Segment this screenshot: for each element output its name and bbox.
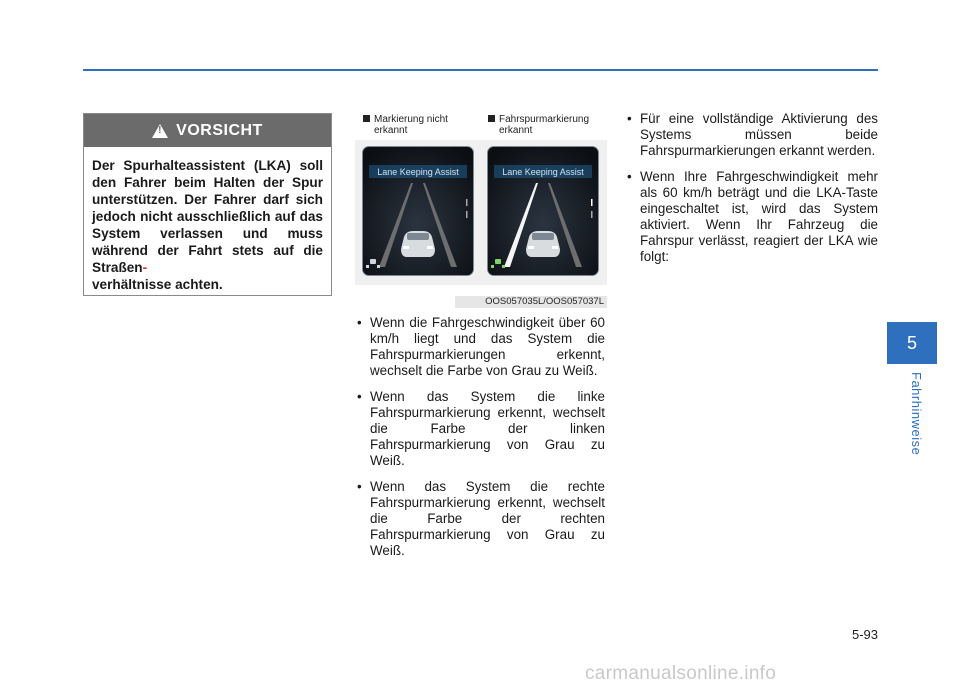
bullet-list-column-2 [355, 315, 605, 569]
page-number: 5-93 [851, 627, 878, 642]
square-bullet-icon [363, 115, 370, 122]
list-item: • Wenn Ihre Fahrgeschwindigkeit mehr als 60 km/h beträgt und die LKA-Taste eingeschaltet ist, wird das System aktiviert. Wenn Ihr Fahrzeug die Fahrspur verlässt, reagiert der LKA wie folgt: [625, 169, 878, 265]
figure-label-right-line1: Fahrspurmarkierung [499, 114, 590, 125]
caution-title: VORSICHT [176, 121, 263, 139]
list-item: • Für eine vollständige Aktivierung des Systems müssen beide Fahrspurmarkierungen erkannt werden. [625, 111, 878, 159]
watermark: carmanualsonline.info [585, 663, 777, 684]
chapter-number-tab: 5 [887, 322, 937, 364]
lka-display-not-detected [363, 147, 473, 275]
caution-text [84, 147, 331, 293]
caution-text-end: verhältnisse achten. [92, 277, 223, 292]
image-code: OOS057035L/OOS057037L [455, 296, 607, 308]
caution-box [83, 113, 332, 296]
caution-header [84, 114, 331, 147]
square-bullet-icon [488, 115, 495, 122]
lka-screen-not-detected [363, 147, 473, 275]
list-item: • Wenn die Fahrgeschwindigkeit über 60 km/h liegt und das System die Fahrspurmarkierungen erkennt, wechselt die Farbe von Grau zu Weiß. [355, 315, 605, 379]
lka-display-detected [488, 147, 598, 275]
list-item: • Wenn das System die linke Fahrspurmarkierung erkennt, wechselt die Farbe der linken Fahrspurmarkierung von Grau zu Weiß. [355, 389, 605, 469]
caution-text-main: Der Spurhalteassistent (LKA) soll den Fahrer beim Halten der Spur unterstützen. Der Fahrer darf sich jedoch nicht ausschließlich auf das System verlassen und muss während der Fahrt stets auf die Straßen [92, 158, 323, 275]
lka-screen-detected [488, 147, 598, 275]
figure-label-left [363, 114, 448, 136]
top-rule [83, 69, 878, 71]
figure-label-left-line2: erkannt [374, 125, 408, 136]
list-item: • Wenn das System die rechte Fahrspurmarkierung erkennt, wechselt die Farbe der rechten Fahrspurmarkierung von Grau zu Weiß. [355, 479, 605, 559]
bullet-list-column-3 [625, 111, 878, 275]
screen-title: Lane Keeping Assist [502, 167, 584, 177]
warning-triangle-icon [152, 124, 168, 138]
figure-label-left-line1: Markierung nicht [374, 114, 448, 125]
figure-label-right-line2: erkannt [499, 125, 533, 136]
screen-title: Lane Keeping Assist [377, 167, 459, 177]
chapter-title: Fahrhinweise [909, 372, 924, 456]
caution-hyphen: - [142, 260, 148, 275]
figure-label-right [488, 114, 589, 136]
